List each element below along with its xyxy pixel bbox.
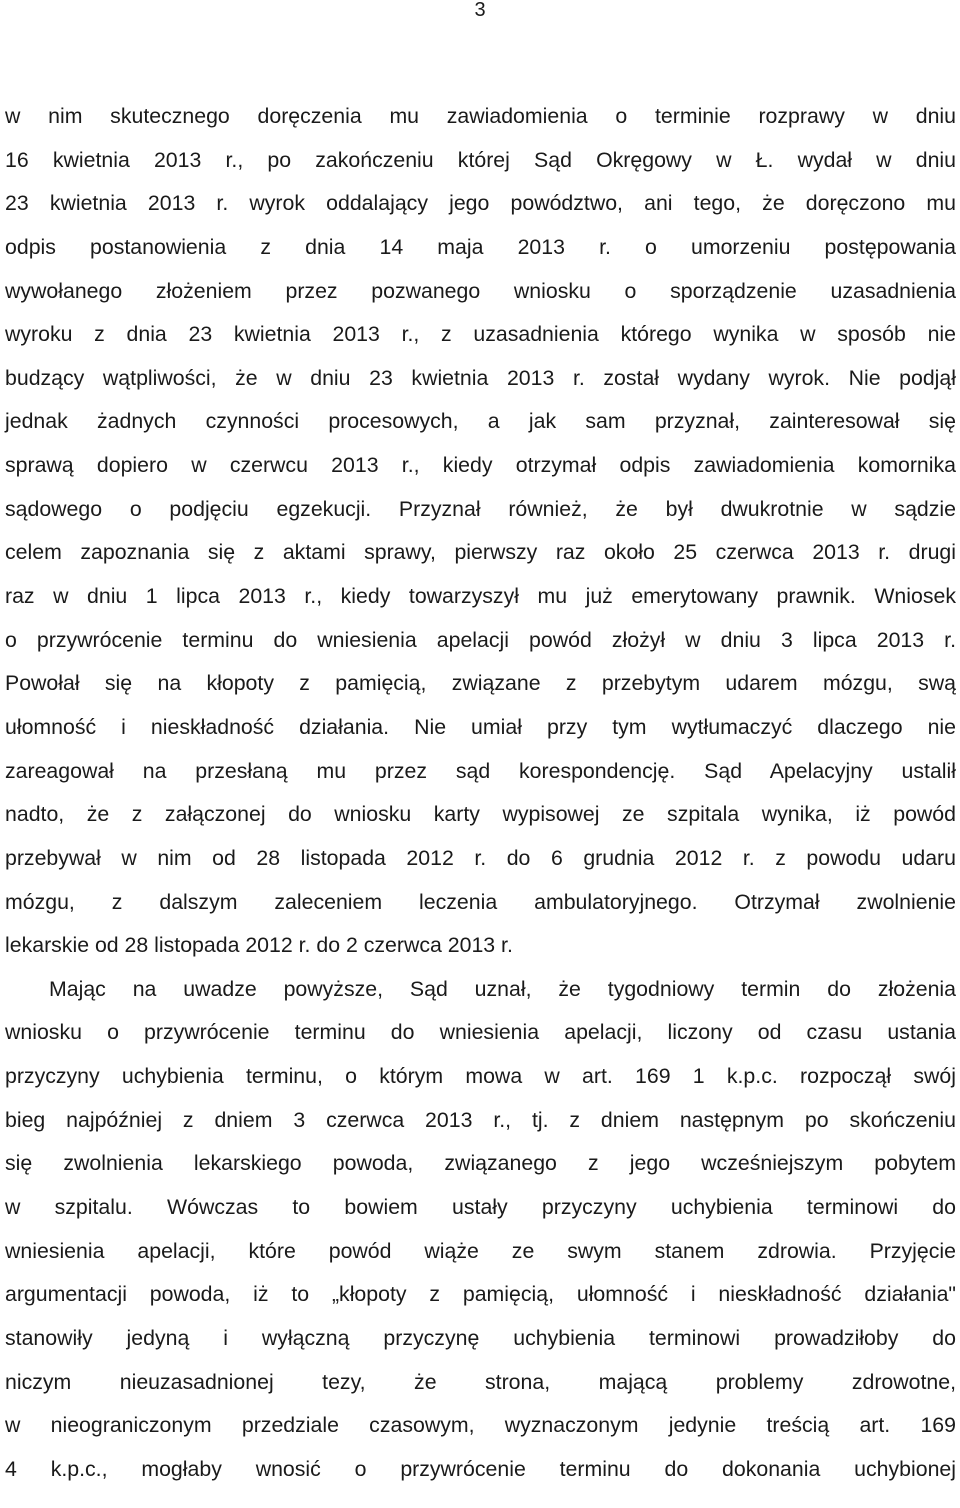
text-line: bieg najpóźniej z dniem 3 czerwca 2013 r., tj. z dniem następnym po skończeniu xyxy=(5,1107,956,1132)
text-line: 16 kwietnia 2013 r., po zakończeniu której Sąd Okręgowy w Ł. wydał w dniu xyxy=(5,147,956,172)
text-line: niczym nieuzasadnionej tezy, że strona, mającą problemy zdrowotne, xyxy=(5,1369,956,1394)
page-number: 3 xyxy=(474,0,486,21)
text-line: przebywał w nim od 28 listopada 2012 r. do 6 grudnia 2012 r. z powodu udaru xyxy=(5,845,956,870)
text-line: w nim skutecznego doręczenia mu zawiadomienia o terminie rozprawy w dniu xyxy=(5,104,956,128)
text-line: budzący wątpliwości, że w dniu 23 kwietnia 2013 r. został wydany wyrok. Nie podjął xyxy=(5,365,956,390)
text-line: sądowego o podjęciu egzekucji. Przyznał również, że był dwukrotnie w sądzie xyxy=(5,496,956,521)
text-line: argumentacji powoda, iż to „kłopoty z pamięcią, ułomność i nieskładność działania" xyxy=(5,1282,956,1307)
paragraph-1 xyxy=(5,95,956,968)
text-line: Powołał się na kłopoty z pamięcią, związane z przebytym udarem mózgu, swą xyxy=(5,671,956,696)
text-line: 23 kwietnia 2013 r. wyrok oddalający jego powództwo, ani tego, że doręczono mu xyxy=(5,191,956,216)
text-line: Mając na uwadze powyższe, Sąd uznał, że tygodniowy termin do złożenia xyxy=(49,976,956,1001)
text-line: przyczyny uchybienia terminu, o którym mowa w art. 169 1 k.p.c. rozpoczął swój xyxy=(5,1064,956,1089)
text-line: celem zapoznania się z aktami sprawy, pierwszy raz około 25 czerwca 2013 r. drugi xyxy=(5,540,956,565)
text-line: w nieograniczonym przedziale czasowym, wyznaczonym jedynie treścią art. 169 xyxy=(5,1413,956,1438)
paragraph-2 xyxy=(5,968,956,1492)
text-line: sprawą dopiero w czerwcu 2013 r., kiedy otrzymał odpis zawiadomienia komornika xyxy=(5,453,956,478)
text-line: odpis postanowienia z dnia 14 maja 2013 r. o umorzeniu postępowania xyxy=(5,234,956,259)
text-line: wniesienia apelacji, które powód wiąże ze swym stanem zdrowia. Przyjęcie xyxy=(5,1238,956,1263)
text-line: raz w dniu 1 lipca 2013 r., kiedy towarzyszył mu już emerytowany prawnik. Wniosek xyxy=(5,584,956,609)
text-line: o przywrócenie terminu do wniesienia apelacji powód złożył w dniu 3 lipca 2013 r. xyxy=(5,627,956,652)
text-line: wywołanego złożeniem przez pozwanego wniosku o sporządzenie uzasadnienia xyxy=(5,278,956,303)
text-line: 4 k.p.c., mogłaby wnosić o przywrócenie terminu do dokonania uchybionej xyxy=(5,1456,956,1481)
text-line: ułomność i nieskładność działania. Nie umiał przy tym wytłumaczyć dlaczego nie xyxy=(5,714,956,739)
text-line: stanowiły jedyną i wyłączną przyczynę uchybienia terminowi prowadziłoby do xyxy=(5,1325,956,1350)
text-line: wniosku o przywrócenie terminu do wniesienia apelacji, liczony od czasu ustania xyxy=(5,1020,956,1045)
text-line: lekarskie od 28 listopada 2012 r. do 2 czerwca 2013 r. xyxy=(5,933,513,958)
text-line: mózgu, z dalszym zaleceniem leczenia ambulatoryjnego. Otrzymał zwolnienie xyxy=(5,889,956,914)
text-line: jednak żadnych czynności procesowych, a jak sam przyznał, zainteresował się xyxy=(5,409,956,434)
text-line: zareagował na przesłaną mu przez sąd korespondencję. Sąd Apelacyjny ustalił xyxy=(5,758,956,783)
document-body xyxy=(5,95,956,1492)
text-line: w szpitalu. Wówczas to bowiem ustały przyczyny uchybienia terminowi do xyxy=(5,1195,956,1220)
text-line: się zwolnienia lekarskiego powoda, związanego z jego wcześniejszym pobytem xyxy=(5,1151,956,1176)
text-line: wyroku z dnia 23 kwietnia 2013 r., z uzasadnienia którego wynika w sposób nie xyxy=(5,322,956,347)
text-line: nadto, że z załączonej do wniosku karty wypisowej ze szpitala wynika, iż powód xyxy=(5,802,956,827)
